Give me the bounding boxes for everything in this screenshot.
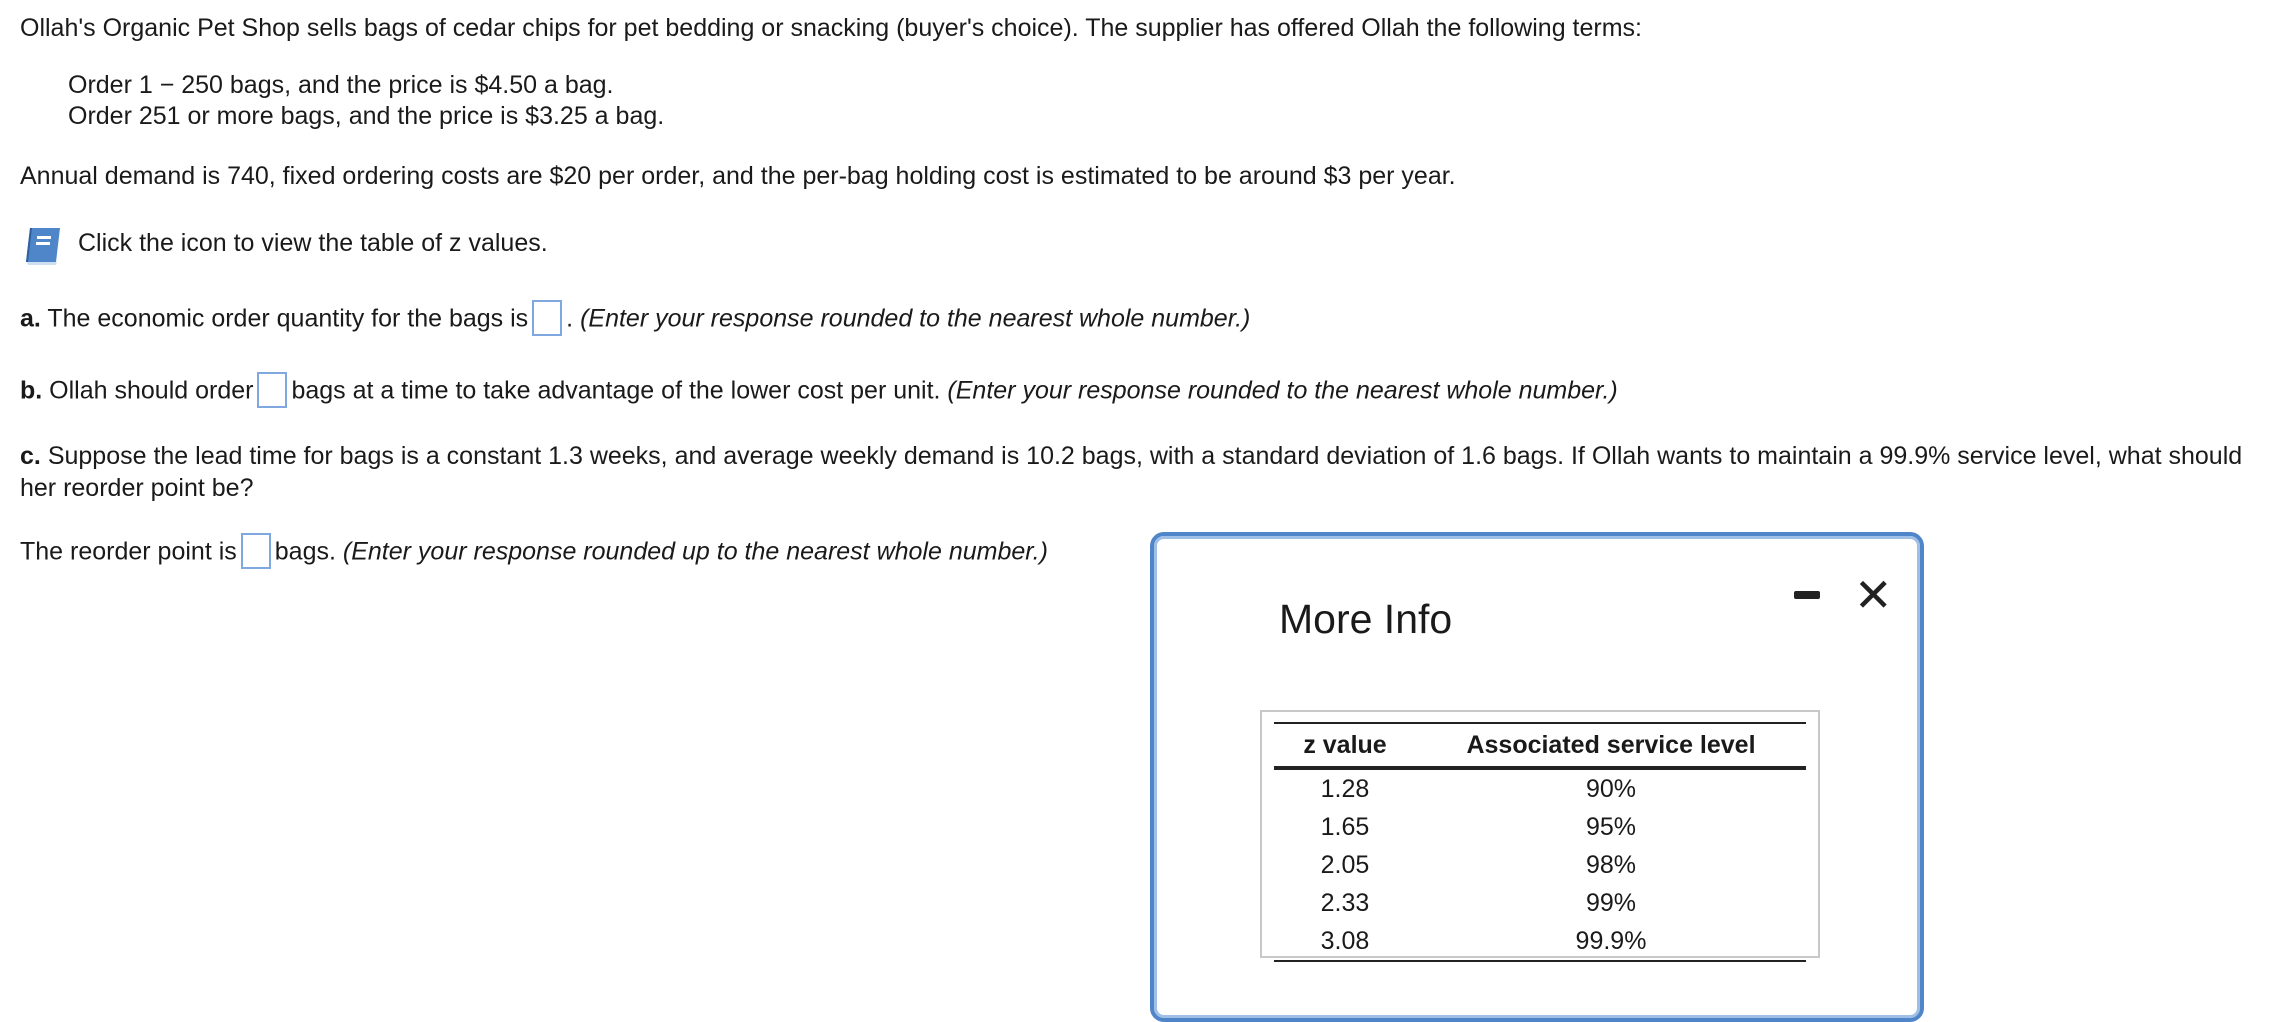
table-row bbox=[1274, 922, 1806, 961]
close-icon[interactable]: ✕ bbox=[1854, 569, 1893, 621]
z-value-cell: 1.65 bbox=[1320, 812, 1370, 841]
question-a-label: a. bbox=[20, 304, 41, 333]
service-level-cell: 99.9% bbox=[1416, 922, 1806, 961]
header-z-value: z value bbox=[1274, 723, 1416, 768]
question-a-hint: (Enter your response rounded to the nearest whole number.) bbox=[580, 304, 1251, 333]
service-level-cell: 99% bbox=[1585, 888, 1637, 917]
question-c-label: c. bbox=[20, 442, 41, 470]
reorder-text: The reorder point is bbox=[20, 537, 237, 566]
more-info-dialog bbox=[1150, 532, 1924, 1022]
intro-text: Ollah's Organic Pet Shop sells bags of cedar chips for pet bedding or snacking (buyer's choice). The supplier has offered Ollah the following terms: bbox=[20, 14, 1642, 42]
service-level-cell: 95% bbox=[1585, 812, 1637, 841]
table-row bbox=[1274, 768, 1806, 808]
header-service-level: Associated service level bbox=[1416, 723, 1806, 768]
z-value-table bbox=[1274, 722, 1806, 962]
z-value-table-frame bbox=[1260, 710, 1820, 958]
question-a bbox=[20, 302, 1250, 338]
question-b bbox=[20, 374, 1618, 410]
reorder-hint: (Enter your response rounded up to the nearest whole number.) bbox=[342, 537, 1048, 566]
table-row bbox=[1274, 846, 1806, 884]
z-value-cell: 2.33 bbox=[1320, 888, 1370, 917]
reorder-question bbox=[20, 535, 1048, 571]
question-a-text: The economic order quantity for the bags is bbox=[47, 304, 529, 333]
question-b-after: bags at a time to take advantage of the lower cost per unit. bbox=[291, 376, 941, 405]
term-line-2: Order 251 or more bags, and the price is $3.25 a bag. bbox=[68, 102, 665, 130]
minimize-icon[interactable] bbox=[1794, 591, 1820, 599]
reorder-after: bags. bbox=[274, 537, 336, 566]
table-row bbox=[1274, 808, 1806, 846]
term-line-1: Order 1 − 250 bags, and the price is $4.50 a bag. bbox=[68, 71, 614, 99]
order-quantity-input[interactable] bbox=[257, 372, 287, 408]
question-c bbox=[20, 440, 2270, 504]
service-level-cell: 90% bbox=[1585, 774, 1637, 803]
table-row bbox=[1274, 884, 1806, 922]
eoq-input[interactable] bbox=[532, 300, 562, 336]
z-value-cell: 3.08 bbox=[1274, 922, 1416, 961]
question-c-text: Suppose the lead time for bags is a constant 1.3 weeks, and average weekly demand is 10.2 bags, with a standard deviation of 1.6 bags. If Ollah wants to maintain a 99.9% service level, what should her reorder point be? bbox=[20, 442, 2243, 502]
service-level-cell: 98% bbox=[1585, 850, 1637, 879]
dialog-title: More Info bbox=[1279, 596, 1453, 642]
book-icon[interactable] bbox=[22, 224, 64, 266]
reorder-point-input[interactable] bbox=[241, 533, 271, 569]
question-b-text: Ollah should order bbox=[49, 376, 254, 405]
annual-demand-text: Annual demand is 740, fixed ordering costs are $20 per order, and the per-bag holding cost is estimated to be around $3 per year. bbox=[20, 162, 1456, 190]
question-a-period: . bbox=[566, 304, 574, 333]
z-table-link-text[interactable]: Click the icon to view the table of z values. bbox=[78, 229, 548, 257]
z-value-cell: 2.05 bbox=[1320, 850, 1370, 879]
z-value-cell: 1.28 bbox=[1320, 774, 1370, 803]
question-b-hint: (Enter your response rounded to the nearest whole number.) bbox=[947, 376, 1618, 405]
question-b-label: b. bbox=[20, 376, 43, 405]
